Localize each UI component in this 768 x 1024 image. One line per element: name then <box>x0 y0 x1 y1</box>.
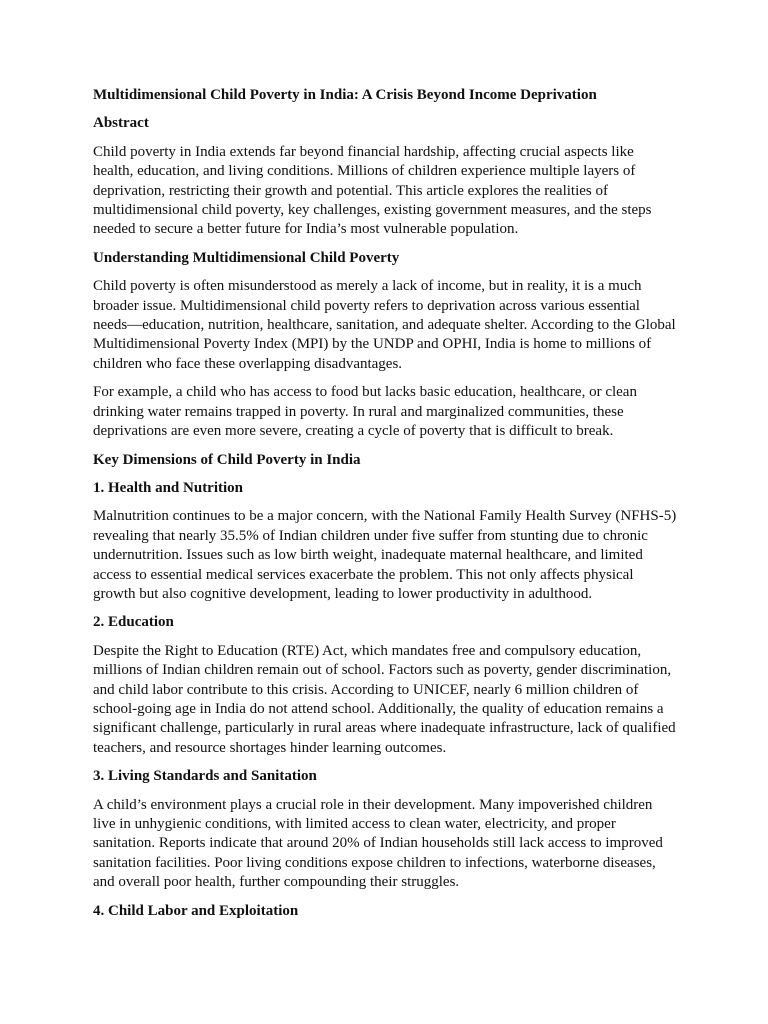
education-heading: 2. Education <box>93 614 174 631</box>
living-standards-heading: 3. Living Standards and Sanitation <box>93 768 317 785</box>
health-nutrition-heading: 1. Health and Nutrition <box>93 479 244 496</box>
document-page <box>93 86 677 930</box>
understanding-paragraph-2: For example, a child who has access to food but lacks basic education, healthcare, or clean drinking water remains trapped in poverty. In rural and marginalized communities, these deprivations are even more severe, creating a cycle of poverty that is difficult to break. <box>93 384 637 440</box>
key-dimensions-heading: Key Dimensions of Child Poverty in India <box>93 451 361 468</box>
abstract-heading: Abstract <box>93 115 149 132</box>
understanding-paragraph-1: Child poverty is often misunderstood as merely a lack of income, but in reality, it is a much broader issue. Multidimensional child poverty refers to deprivation across various essential needs—education, nutrition, healthcare, sanitation, and adequate shelter. According to the Global Multidimensional Poverty Index (MPI) by the UNDP and OPHI, India is home to millions of children who face these overlapping disadvantages. <box>93 278 676 372</box>
health-nutrition-paragraph: Malnutrition continues to be a major concern, with the National Family Health Survey (NFHS-5) revealing that nearly 35.5% of Indian children under five suffer from stunting due to chronic undernutrition. Issues such as low birth weight, inadequate maternal healthcare, and limited access to essential medical services exacerbate the problem. This not only affects physical growth but also cognitive development, leading to lower productivity in adulthood. <box>93 508 677 602</box>
understanding-heading: Understanding Multidimensional Child Poverty <box>93 249 400 266</box>
document-title: Multidimensional Child Poverty in India: A Crisis Beyond Income Deprivation <box>93 87 597 103</box>
living-standards-paragraph: A child’s environment plays a crucial role in their development. Many impoverished children live in unhygienic conditions, with limited access to clean water, electricity, and proper sanitation. Reports indicate that around 20% of Indian households still lack access to improved sanitation facilities. Poor living conditions expose children to infections, waterborne diseases, and overall poor health, further compounding their struggles. <box>93 796 663 891</box>
abstract-paragraph: Child poverty in India extends far beyond financial hardship, affecting crucial aspects like health, education, and living conditions. Millions of children experience multiple layers of deprivation, restricting their growth and potential. This article explores the realities of multidimensional child poverty, key challenges, existing government measures, and the steps needed to secure a better future for India’s most vulnerable population. <box>93 143 652 238</box>
education-paragraph: Despite the Right to Education (RTE) Act, which mandates free and compulsory education, millions of Indian children remain out of school. Factors such as poverty, gender discrimination, and child labor contribute to this crisis. According to UNICEF, nearly 6 million children of school-going age in India do not attend school. Additionally, the quality of education remains a significant challenge, particularly in rural areas where inadequate infrastructure, lack of qualified teachers, and resource shortages hinder learning outcomes. <box>93 642 676 756</box>
child-labor-heading: 4. Child Labor and Exploitation <box>93 902 299 919</box>
